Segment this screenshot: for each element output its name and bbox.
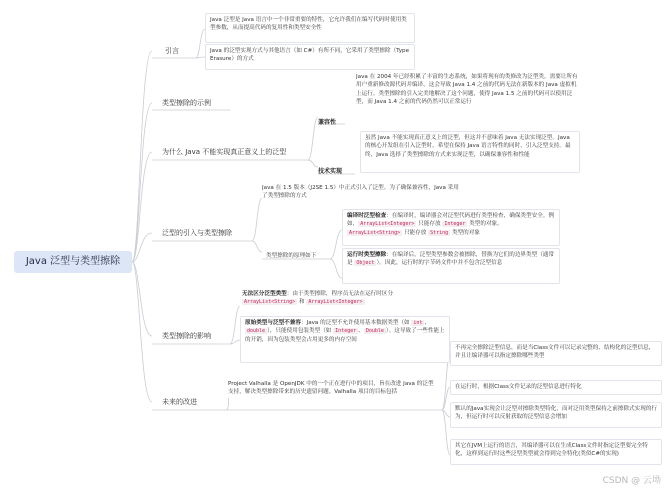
compile-text-b: 只能存放 — [416, 221, 443, 228]
compile-check-box — [342, 209, 560, 246]
branch-impact[interactable]: 类型擦除的影响 — [162, 332, 211, 340]
branch-intro[interactable]: 引言 — [165, 47, 179, 55]
future-goal-3: 默认的Java实现会让泛型对擦除类型特化，而对泛用类型保持之前擦除式实现的行为，但运行时可以反射获取的泛型信息会增加 — [450, 402, 662, 428]
impact-2-text-e: ）。这导致了一些性能上的开销，因为包装类型会占用更多的内存空间 — [245, 328, 445, 343]
intro-text-1: Java 泛型是 Java 语言中一个非常重要的特性，它允许我们在编写代码时使用类型参数，从而提高代码的复用性和类型安全性 — [205, 13, 415, 43]
impact-2-text-c: ），只能使用包装类型（如 — [267, 328, 334, 335]
tech-text: 虽然 Java 不能实现真正意义上的泛型，但这并不意味着 Java 无法实现泛型。Java 的核心开发组在引入泛型时，希望在保持 Java 语言特性的同时，引入泛型支持。最终，Java 选择了类型擦除的方式来实现泛型，以确保兼容性和性能 — [360, 131, 580, 173]
code-double-wrapper: Double — [365, 328, 384, 335]
code-int: int — [413, 320, 423, 326]
code-object: Object — [356, 260, 375, 267]
future-goal-2: 在运行时，根据Class文件记录的泛型信息进行特化 — [450, 380, 662, 395]
code-arraylist-integer-2: ArrayList<Integer> — [308, 299, 363, 306]
code-arraylist-integer: ArrayList<Integer> — [360, 221, 415, 228]
future-goal-4: 其它在JVM上运行的语言，其编译器可以在生成Class文件时指定泛型要完全特化，这样到运行时这些泛型类型就会得到完全特化(类似C#的实现) — [450, 439, 662, 465]
runtime-erasure-box — [342, 248, 560, 284]
impact-1-text-b: 和 — [297, 299, 307, 306]
code-integer-2: Integer — [335, 328, 357, 335]
runtime-text-b: ）。因此，运行时的字节码文件中并不包含泛型信息 — [376, 260, 503, 267]
code-arraylist-string: ArrayList<String> — [349, 229, 401, 236]
compile-text-d: 只能存放 — [402, 229, 429, 236]
compat-text: Java 在 2004 年已经积累了丰富的生态系统，如果将现有的类修改为泛型类，需要让所有用户重新修改源代码并编译，这会导致 Java 1.4 之前的代码无法在新版本的 Java 虚拟机上运行。类型擦除的引入完美地解决了这个问题，使得 Java 1.5 之前的代码可以使用泛型，而 Java 1.4 之前的代码仍然可以正常运行 — [356, 74, 578, 106]
runtime-text-a: ：在编译后，泛型类型参数会被擦除，替换为它们的边界类型（通常是 — [347, 252, 554, 267]
watermark: CSDN @ 云坳 — [602, 476, 661, 486]
future-goal-1: 不再完全擦除泛型信息，而是当Class文件可以记录完整的、结构化的泛型信息，并且让编译器可以指定擦除哪些类型 — [450, 341, 662, 366]
compile-text-e: 类型的对象 — [450, 229, 480, 236]
compile-text-c: 类型的对象， — [467, 221, 503, 228]
impact-1-title: 无法区分泛型类型 — [242, 291, 287, 297]
runtime-erasure-title: 运行时类型擦除 — [347, 252, 387, 258]
code-double: double — [247, 328, 266, 335]
code-arraylist-string-2: ArrayList<String> — [244, 299, 296, 306]
compile-check-title: 编译时泛型检查 — [347, 213, 387, 219]
tech-label: 技术实现 — [318, 168, 343, 175]
branch-future[interactable]: 未来的改进 — [162, 398, 197, 406]
impact-2-text-b: 、 — [424, 320, 431, 326]
impact-1-text-a: ：由于类型擦除，程序员无法在运行时区分 — [286, 291, 394, 297]
impact-2-text-a: ：Java 的泛型不允许使用基本数据类型（如 — [300, 320, 412, 326]
compat-label: 兼容性 — [318, 119, 337, 126]
impact-2-text-d: 、 — [358, 328, 364, 335]
intro-text-2: Java 的泛型实现方式与其他语言（如 C#）有所不同，它采用了类型擦除（Type Erasure）的方式 — [205, 44, 415, 70]
root-topic[interactable]: Java 泛型与类型擦除 — [14, 251, 132, 273]
intro-erasure-text: Java 在 1.5 版本（J2SE 1.5）中正式引入了泛型。为了确保兼容性，Java 采用了类型擦除的方式 — [262, 185, 459, 200]
impact-2-title: 原始类型与泛型不兼容 — [245, 320, 301, 326]
code-integer: Integer — [444, 221, 466, 228]
branch-example[interactable]: 类型擦除的示例 — [162, 99, 211, 107]
branch-intro-erasure[interactable]: 泛型的引入与类型擦除 — [162, 229, 232, 237]
impact-item-1 — [242, 290, 442, 312]
code-string: String — [430, 229, 449, 236]
future-main-text: Project Valhalla 是 OpenJDK 中的一个正在进行中的项目，旨在改进 Java 的泛型支持，解决类型擦除带来的历史遗留问题。Valhalla 项目的目标包括 — [228, 381, 434, 396]
impact-item-2 — [240, 316, 450, 363]
principle-label: 类型擦除的原理如下 — [266, 253, 317, 259]
compile-text-a: ：在编译时，编译器会对泛型代码进行类型检查，确保类型安全。例如， — [347, 213, 554, 228]
branch-why[interactable]: 为什么 Java 不能实现真正意义上的泛型 — [162, 148, 287, 156]
